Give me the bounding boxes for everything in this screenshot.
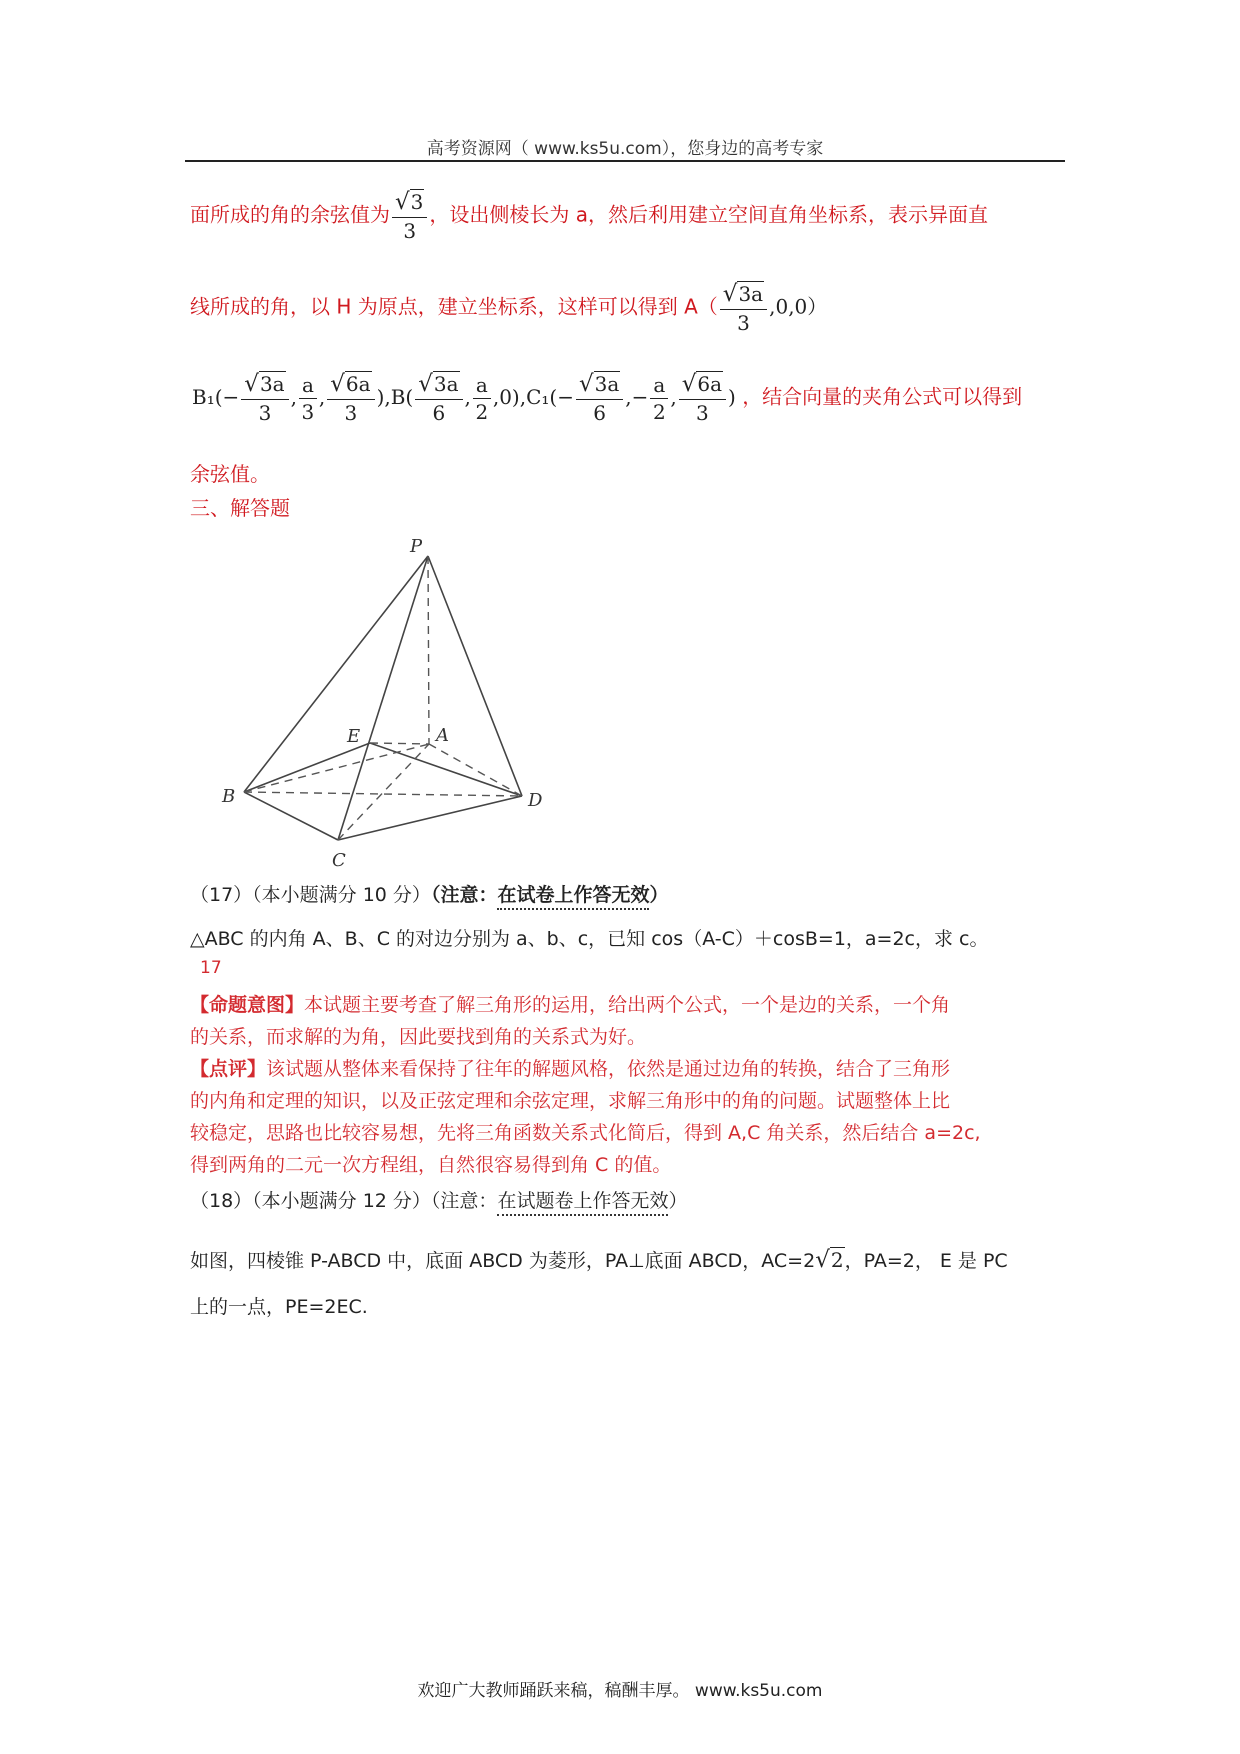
q17-number: 17	[200, 958, 222, 978]
q17-body: △ABC 的内角 A、B、C 的对边分别为 a、b、c，已知 cos（A-C）＋cosB=1，a=2c，求 c。	[190, 928, 989, 950]
vertex-label-d: D	[528, 790, 543, 811]
vertex-label-p: P	[410, 536, 423, 557]
q17-review-line-3: 较稳定，思路也比较容易想，先将三角函数关系式化简后，得到 A,C 角关系，然后结合 a=2c,	[190, 1122, 981, 1144]
solution-line-2	[190, 282, 827, 334]
vertex-label-b: B	[222, 786, 236, 807]
q17-intent-line-2: 的关系，而求解的为角，因此要找到角的关系式为好。	[190, 1026, 647, 1048]
solution-text: ，设出侧棱长为 a，然后利用建立空间直角坐标系，表示异面直	[429, 202, 989, 227]
solution-text: 线所成的角，以 H 为原点，建立坐标系，这样可以得到 A（	[190, 294, 718, 319]
vertex-label-c: C	[332, 850, 346, 870]
q17-intent-line-1: 【命题意图】本试题主要考查了解三角形的运用，给出两个公式，一个是边的关系，一个角	[190, 994, 951, 1016]
solution-text: ，结合向量的夹角公式可以得到	[742, 384, 1023, 409]
q17-review-line-4: 得到两角的二元一次方程组，自然很容易得到角 C 的值。	[190, 1154, 672, 1176]
header-rule	[185, 160, 1065, 162]
q17-review-line-2: 的内角和定理的知识，以及正弦定理和余弦定理，求解三角形中的角的问题。试题整体上比	[190, 1090, 951, 1112]
solution-line-4: 余弦值。	[190, 462, 270, 486]
q18-body-line-1: 如图，四棱锥 P-ABCD 中，底面 ABCD 为菱形，PA⊥底面 ABCD，AC=2√2，PA=2， E 是 PC	[190, 1247, 1008, 1273]
page-footer: 欢迎广大教师踊跃来稿，稿酬丰厚。 www.ks5u.com	[417, 1681, 823, 1701]
pyramid-figure	[210, 530, 570, 870]
q18-body-line-2: 上的一点，PE=2EC.	[190, 1296, 368, 1318]
fraction-sqrt3a-over-3: $\frac{√3a}{3}$	[720, 282, 767, 334]
coords-formula: B₁(− $\frac{√3a}{3}$ , $\frac{a}{3}$ , $\frac{√6a}{3}$ ),B( $\frac{√3a}{6}$ , $\frac{a}{2}$ ,0),C₁(− $\frac{√3a}{6}$ ,− $\frac{a}{2}$ , $\frac{√6a}{3}$ )	[192, 371, 736, 426]
q17-review-line-1: 【点评】该试题从整体来看保持了往年的解题风格，依然是通过边角的转换，结合了三角形	[190, 1058, 951, 1080]
solution-line-3	[192, 372, 1022, 424]
page-header: 高考资源网（ www.ks5u.com），您身边的高考专家	[426, 139, 824, 159]
vertex-label-e: E	[347, 726, 361, 747]
solution-text: 面所成的角的余弦值为	[190, 202, 390, 227]
coordinate-tail: ,0,0）	[769, 294, 828, 319]
fraction-sqrt3-over-3: $\frac{√3}{3}$	[392, 190, 427, 242]
solution-line-1	[190, 190, 988, 242]
vertex-label-a: A	[436, 725, 449, 746]
sqrt-2: √2	[815, 1247, 844, 1273]
section-title: 三、解答题	[190, 496, 290, 520]
q17-header: （17）（本小题满分 10 分）（注意：在试卷上作答无效）	[190, 880, 668, 907]
q18-header: （18）（本小题满分 12 分）（注意：在试题卷上作答无效）	[190, 1186, 687, 1213]
